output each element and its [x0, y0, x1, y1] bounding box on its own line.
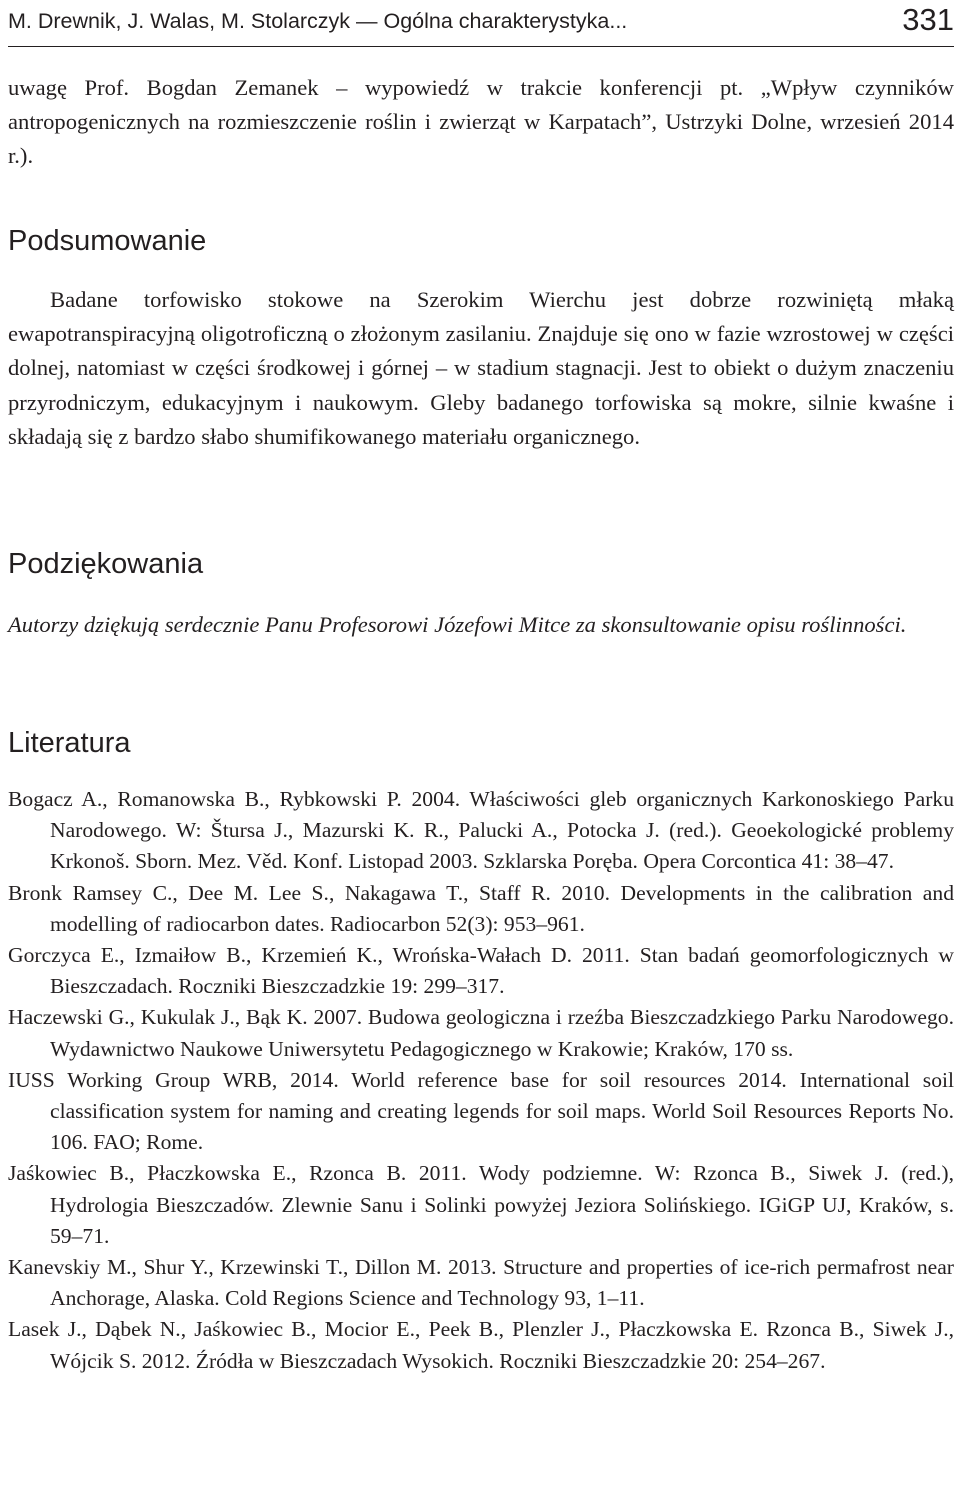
reference-item: Jaśkowiec B., Płaczkowska E., Rzonca B. 2011. Wody podziemne. W: Rzonca B., Siwek J. (red.), Hydrologia Bieszczadów. Zlewnie Sanu i Solinki powyżej Jeziora Solińskiego. IGiGP UJ, Kraków, s. 59–71.	[8, 1161, 954, 1248]
document-page	[8, 0, 954, 1373]
header-rule	[8, 46, 954, 47]
running-header	[8, 0, 954, 44]
summary-paragraph: Badane torfowisko stokowe na Szerokim Wierchu jest dobrze rozwiniętą młaką ewapotranspiracyjną oligotroficzną o złożonym zasilaniu. Znajduje się ono w fazie wzrostowej w części dolnej, natomiast w części środkowej i górnej – w stadium stagnacji. Jest to obiekt o dużym znaczeniu przyrodniczym, edukacyjnym i naukowym. Gleby badanego torfowiska są mokre, silnie kwaśne i składają się z bardzo słabo shumifikowanego materiału organicznego.	[8, 287, 954, 449]
reference-item: Gorczyca E., Izmaiłow B., Krzemień K., Wrońska-Wałach D. 2011. Stan badań geomorfologicznych w Bieszczadach. Roczniki Bieszczadzkie 19: 299–317.	[8, 943, 954, 999]
continuation-paragraph: uwagę Prof. Bogdan Zemanek – wypowiedź w trakcie konferencji pt. „Wpływ czynników antropogenicznych na rozmieszczenie roślin i zwierząt w Karpatach”, Ustrzyki Dolne, wrzesień 2014 r.).	[8, 75, 954, 169]
reference-item: Bogacz A., Romanowska B., Rybkowski P. 2004. Właściwości gleb organicznych Karkonoskiego Parku Narodowego. W: Štursa J., Mazurski K. R., Palucki A., Potocka J. (red.). Geoekologické problemy Krkonoš. Sborn. Mez. Věd. Konf. Listopad 2003. Szklarska Poręba. Opera Corcontica 41: 38–47.	[8, 787, 954, 874]
page-number: 331	[902, 2, 954, 37]
reference-list	[8, 784, 954, 1377]
reference-item: Haczewski G., Kukulak J., Bąk K. 2007. Budowa geologiczna i rzeźba Bieszczadzkiego Parku Narodowego. Wydawnictwo Naukowe Uniwersytetu Pedagogicznego w Krakowie; Kraków, 170 ss.	[8, 1005, 954, 1061]
acknowledgements-heading: Podziękowania	[8, 548, 204, 580]
acknowledgements-paragraph: Autorzy dziękują serdecznie Panu Profesorowi Józefowi Mitce za skonsultowanie opisu roślinności.	[8, 612, 907, 637]
literature-heading: Literatura	[8, 727, 131, 759]
reference-item: IUSS Working Group WRB, 2014. World reference base for soil resources 2014. International soil classification system for naming and creating legends for soil maps. World Soil Resources Reports No. 106. FAO; Rome.	[8, 1067, 954, 1155]
summary-heading: Podsumowanie	[8, 225, 207, 257]
reference-item: Kanevskiy M., Shur Y., Krzewinski T., Dillon M. 2013. Structure and properties of ice-rich permafrost near Anchorage, Alaska. Cold Regions Science and Technology 93, 1–11.	[8, 1255, 954, 1311]
running-title: M. Drewnik, J. Walas, M. Stolarczyk — Ogólna charakterystyka...	[8, 9, 628, 33]
reference-item: Bronk Ramsey C., Dee M. Lee S., Nakagawa T., Staff R. 2010. Developments in the calibration and modelling of radiocarbon dates. Radiocarbon 52(3): 953–961.	[8, 880, 954, 936]
reference-item: Lasek J., Dąbek N., Jaśkowiec B., Mocior E., Peek B., Plenzler J., Płaczkowska E. Rzonca B., Siwek J., Wójcik S. 2012. Źródła w Bieszczadach Wysokich. Roczniki Bieszczadzkie 20: 254–267.	[8, 1317, 954, 1373]
